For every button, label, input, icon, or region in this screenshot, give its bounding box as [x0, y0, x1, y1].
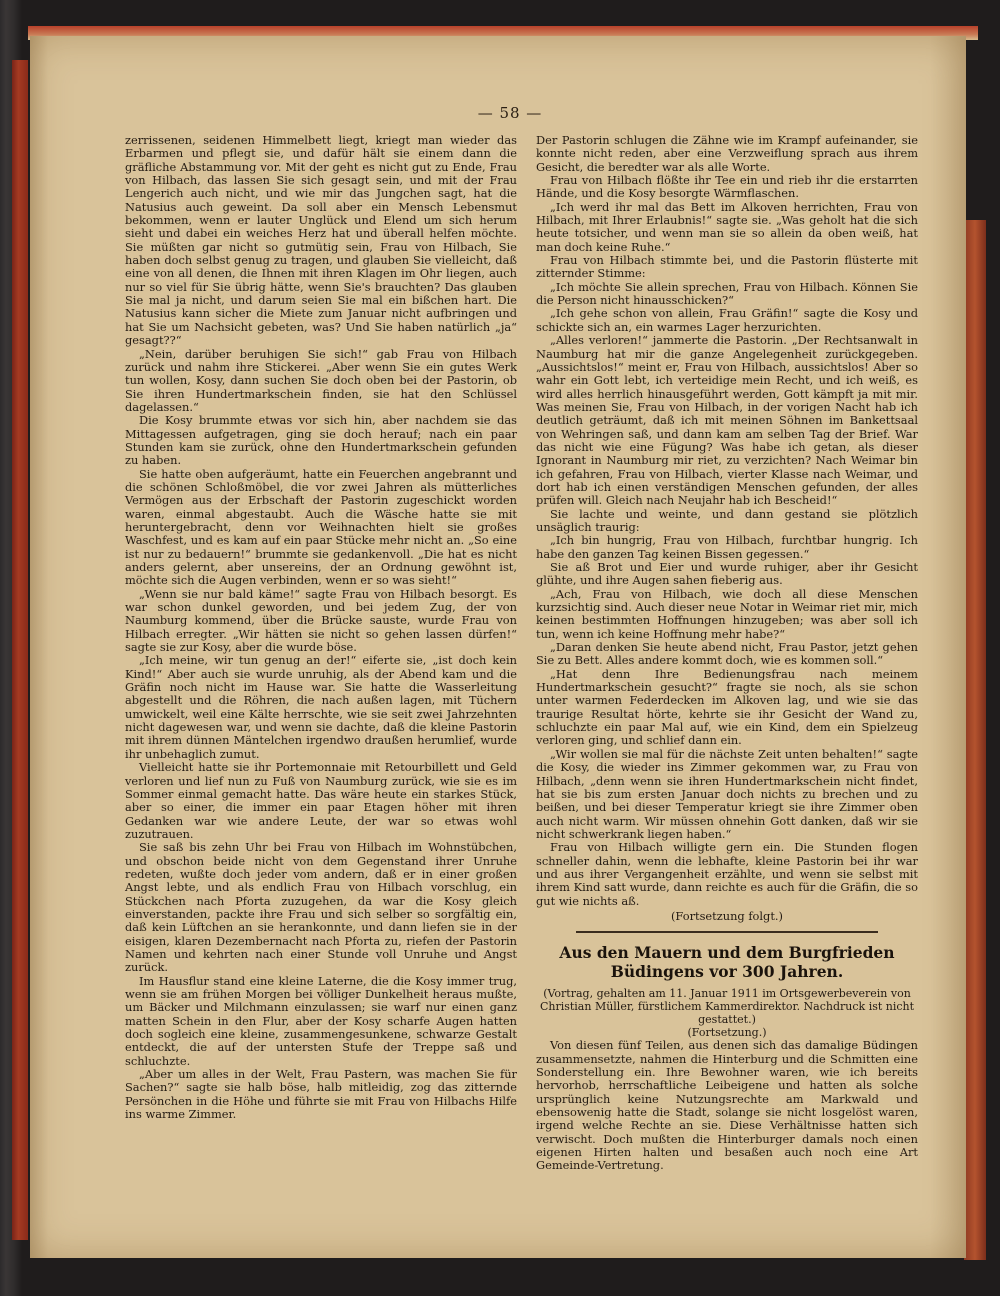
page-number: — 58 —: [477, 104, 543, 122]
right-column: [536, 134, 918, 1173]
paragraph: „Wenn sie nur bald käme!“ sagte Frau von Hilbach besorgt. Es war schon dunkel geworden, und bei jedem Zug, der von Naumburg kommend, über die Brücke sauste, wurde Frau von Hilbach erregter. „Wir hätten sie nicht so gehen lassen dürfen!“ sagte sie zur Kosy, aber die wurde böse.: [125, 586, 517, 655]
paragraph: „Ich bin hungrig, Frau von Hilbach, furchtbar hungrig. Ich habe den ganzen Tag keinen Bissen gegessen.“: [536, 533, 918, 561]
paragraph: „Ich meine, wir tun genug an der!“ eiferte sie, „ist doch kein Kind!“ Aber auch sie wurde unruhig, als der Abend kam und die Gräfin noch nicht im Hause war. Sie hatte die Wasserleitung abgestellt und die Röhren, die nach außen lagen, mit Tüchern umwickelt, weil eine Kälte herrschte, wie sie seit zwei Jahrzehnten nicht dagewesen war, und wenn sie dachte, daß die kleine Pastorin mit ihrem dünnen Mäntelchen irgendwo draußen herumlief, wurde ihr unbehaglich zumut.: [125, 653, 517, 761]
paragraph: „Aber um alles in der Welt, Frau Pastern, was machen Sie für Sachen?“ sagte sie halb böse, halb mitleidig, zog das zitternde Persönchen in die Höhe und führte sie mit Frau von Hilbachs Hilfe ins warme Zimmer.: [125, 1067, 517, 1122]
paragraph: Die Kosy brummte etwas vor sich hin, aber nachdem sie das Mittagessen aufgetragen, ging sie doch herauf; nach ein paar Stunden kam sie zurück, ohne den Hundertmarkschein gefunden zu haben.: [125, 413, 517, 468]
paragraph: „Daran denken Sie heute abend nicht, Frau Pastor, jetzt gehen Sie zu Bett. Alles andere kommt doch, wie es kommen soll.“: [536, 640, 918, 668]
article-section: [536, 943, 918, 1172]
article-note: (Vortrag, gehalten am 11. Januar 1911 im Ortsgewerbeverein von Christian Müller, fürstlichem Kammerdirektor. Nachdruck ist nicht gestattet.): [539, 987, 915, 1027]
article-title: Aus den Mauern und dem Burgfrieden Büdingens vor 300 Jahren.: [559, 943, 895, 982]
left-column: [125, 134, 517, 1121]
paragraph: Sie hatte oben aufgeräumt, hatte ein Feuerchen angebrannt und die schönen Schloßmöbel, die vor zwei Jahren als mütterliches Vermögen aus der Erbschaft der Pastorin zugeschickt worden waren, einmal abgestaubt. Auch die Wäsche hatte sie mit heruntergebracht, denn vor Weihnachten hielt sie großes Waschfest, und es kam auf ein paar Stücke mehr nicht an. „So eine ist nur zu bedauern!“ brummte sie gedankenvoll. „Die hat es nicht anders gelernt, aber unsereins, der an Ordnung gewöhnt ist, möchte sich die Augen verbinden, wenn er so was sieht!“: [125, 466, 517, 588]
paragraph: Frau von Hilbach stimmte bei, und die Pastorin flüsterte mit zitternder Stimme:: [536, 253, 918, 281]
paragraph: „Ich werd ihr mal das Bett im Alkoven herrichten, Frau von Hilbach, mit Ihrer Erlaubnis!“ sagte sie. „Was geholt hat die sich heute totsicher, und wenn man sie so allein da oben weiß, hat man doch keine Ruhe.“: [536, 199, 918, 254]
paragraph: „Ich möchte Sie allein sprechen, Frau von Hilbach. Können Sie die Person nicht hinausschicken?“: [536, 279, 918, 308]
paragraph: Im Hausflur stand eine kleine Laterne, die die Kosy immer trug, wenn sie am frühen Morgen bei völliger Dunkelheit heraus mußte, um Bäcker und Milchmann einzulassen; sie warf nur einen ganz matten Schein in den Flur, aber der Kosy scharfe Augen hatten doch sogleich eine kleine, zusammengesunkene, schwarze Gestalt entdeckt, die auf der untersten Stufe der Treppe saß und schluchzte.: [125, 973, 517, 1068]
paragraph: „Alles verloren!“ jammerte die Pastorin. „Der Rechtsanwalt in Naumburg hat mir die ganze Angelegenheit zurückgegeben. „Aussichtslos!“ meint er, Frau von Hilbach, aussichtslos! Aber so wahr ein Gott lebt, ich verteidige mein Recht, und ich weiß, es wird alles herrlich hinausgeführt werden, Gott kämpft ja mit mir. Was meinen Sie, Frau von Hilbach, in der vorigen Nacht hab ich deutlich geträumt, daß ich mit meinen Söhnen im Bankettsaal von Wehringen saß, und dann kam am selben Tag der Brief. War das nicht wie eine Fügung? Was habe ich getan, als dieser Ignorant in Naumburg mir riet, zu verzichten? Nach Weimar bin ich gefahren, Frau von Hilbach, vierter Klasse nach Weimar, und dort hab ich einen verständigen Menschen gefunden, der alles prüfen will. Gleich nach Neujahr hab ich Bescheid!“: [536, 333, 918, 508]
continued-label: (Fortsetzung folgt.): [670, 908, 783, 923]
book-spine-left: [12, 60, 28, 1240]
paragraph: Sie saß bis zehn Uhr bei Frau von Hilbach im Wohnstübchen, und obschon beide nicht von dem Gegenstand ihrer Unruhe redeten, wußte doch jeder vom andern, daß er in einer großen Angst lebte, und als endlich Frau von Hilbach vorschlug, ein Stückchen nach Pforta zuzugehen, da war die Kosy gleich einverstanden, packte ihre Frau und sich selber so sorgfältig ein, daß kein Lüftchen an sie herankonnte, und dann liefen sie in der eisigen, klaren Dezembernacht nach Pforta zu, riefen der Pastorin Namen und kehrten nach einer Stunde voll Unruhe und Angst zurück.: [125, 840, 517, 975]
article-continuation-note: (Fortsetzung.): [687, 1026, 767, 1040]
paragraph: „Wir wollen sie mal für die nächste Zeit unten behalten!“ sagte die Kosy, die wieder ins Zimmer gekommen war, zu Frau von Hilbach, „denn wenn sie ihren Hundertmarkschein nicht findet, hat sie bis zum ersten Januar doch nichts zu brechen und zu beißen, und bei dieser Temperatur kriegt sie ihre Zimmer oben auch nicht warm. Wir müssen ohnehin Gott danken, daß wir sie nicht schwerkrank liegen haben.“: [536, 746, 918, 841]
article-body: Von diesen fünf Teilen, aus denen sich das damalige Büdingen zusammensetzte, nahmen die Hinterburg und die Schmitten eine Sonderstellung ein. Ihre Bewohner waren, wie ich bereits hervorhob, herrschaftliche Leibeigene und hatten als solche ursprünglich keine Nutzungsrechte am Markwald und ebensowenig hatte die Stadt, solange sie nicht losgelöst waren, irgend welche Rechte an sie. Diese Verhältnisse hatten sich verwischt. Doch mußten die Hinterburger damals noch einen eigenen Hirten halten und besaßen auch noch eine Art Gemeinde-Vertretung.: [536, 1038, 918, 1173]
paragraph: Der Pastorin schlugen die Zähne wie im Krampf aufeinander, sie konnte nicht reden, aber eine Verzweiflung sprach aus ihrem Gesicht, die beredter war als alle Worte.: [536, 133, 918, 174]
paragraph: Frau von Hilbach flößte ihr Tee ein und rieb ihr die erstarrten Hände, und die Kosy besorgte Wärmflaschen.: [536, 173, 918, 201]
paragraph: Sie aß Brot und Eier und wurde ruhiger, aber ihr Gesicht glühte, und ihre Augen sahen fieberig aus.: [536, 560, 918, 588]
paragraph: zerrissenen, seidenen Himmelbett liegt, kriegt man wieder das Erbarmen und pflegt sie, und dafür hält sie einem dann die gräfliche Abstammung vor. Mit der geht es nicht gut zu Ende, Frau von Hilbach, das lassen Sie sich gesagt sein, und mit der Frau Lengerich auch nicht, und wie mir das Jungchen sagt, hat die Natusius auch geweint. Da soll aber ein Mensch Lebensmut bekommen, wenn er lauter Unglück und Elend um sich herum sieht und dabei ein weiches Herz hat und überall helfen möchte. Sie müßten gar nicht so gutmütig sein, Frau von Hilbach, Sie haben doch selbst genug zu tragen, und glauben Sie vielleicht, daß eine von all denen, die Ihnen mit ihren Klagen im Ohr liegen, auch nur so viel für Sie übrig hätte, wenn Sie's brauchten? Das glauben Sie mal ja nicht, und darum seien Sie mal ein bißchen hart. Die Natusius kann sicher die Miete zum Januar nicht aufbringen und hat Sie um Nachsicht gebeten, was? Und Sie haben natürlich „ja“ gesagt??“: [125, 133, 517, 348]
paragraph: Vielleicht hatte sie ihr Portemonnaie mit Retourbillett und Geld verloren und lief nun zu Fuß von Naumburg zurück, wie sie es im Sommer einmal gemacht hatte. Das wäre heute ein starkes Stück, aber so einer, die immer ein paar Etagen höher mit ihren Gedanken war wie andere Leute, der war so etwas wohl zuzutrauen.: [125, 760, 517, 841]
paragraph: „Ich gehe schon von allein, Frau Gräfin!“ sagte die Kosy und schickte sich an, ein warmes Lager herzurichten.: [536, 306, 918, 334]
paragraph: „Ach, Frau von Hilbach, wie doch all diese Menschen kurzsichtig sind. Auch dieser neue Notar in Weimar riet mir, mich keinen bestimmten Hoffnungen hinzugeben; was aber soll ich tun, wenn ich keine Hoffnung mehr habe?“: [536, 586, 918, 641]
paragraph: „Nein, darüber beruhigen Sie sich!“ gab Frau von Hilbach zurück und nahm ihre Stickerei. „Aber wenn Sie ein gutes Werk tun wollen, Kosy, dann suchen Sie doch oben bei der Pastorin, ob Sie ihren Hundertmarkschein finden, sie hat den Schlüssel dagelassen.“: [125, 346, 517, 414]
book-edge-right: [964, 220, 986, 1260]
paragraph: Sie lachte und weinte, und dann gestand sie plötzlich unsäglich traurig:: [536, 506, 918, 534]
section-divider: [576, 931, 878, 933]
paragraph: Frau von Hilbach willigte gern ein. Die Stunden flogen schneller dahin, wenn die lebhafte, kleine Pastorin bei ihr war und aus ihrer Vergangenheit erzählte, und wenn sie selbst mit ihrem Kind satt wurde, dann reichte es auch für die Gräfin, die so gut wie nichts aß.: [536, 840, 918, 908]
paragraph: „Hat denn Ihre Bedienungsfrau nach meinem Hundertmarkschein gesucht?“ fragte sie noch, als sie schon unter warmen Federdecken im Alkoven lag, und wie sie das traurige Resultat hörte, kehrte sie ihr Gesicht der Wand zu, schluchzte ein paar Mal auf, wie ein Kind, dem ein Spielzeug verloren ging, und schlief dann ein.: [536, 666, 918, 748]
